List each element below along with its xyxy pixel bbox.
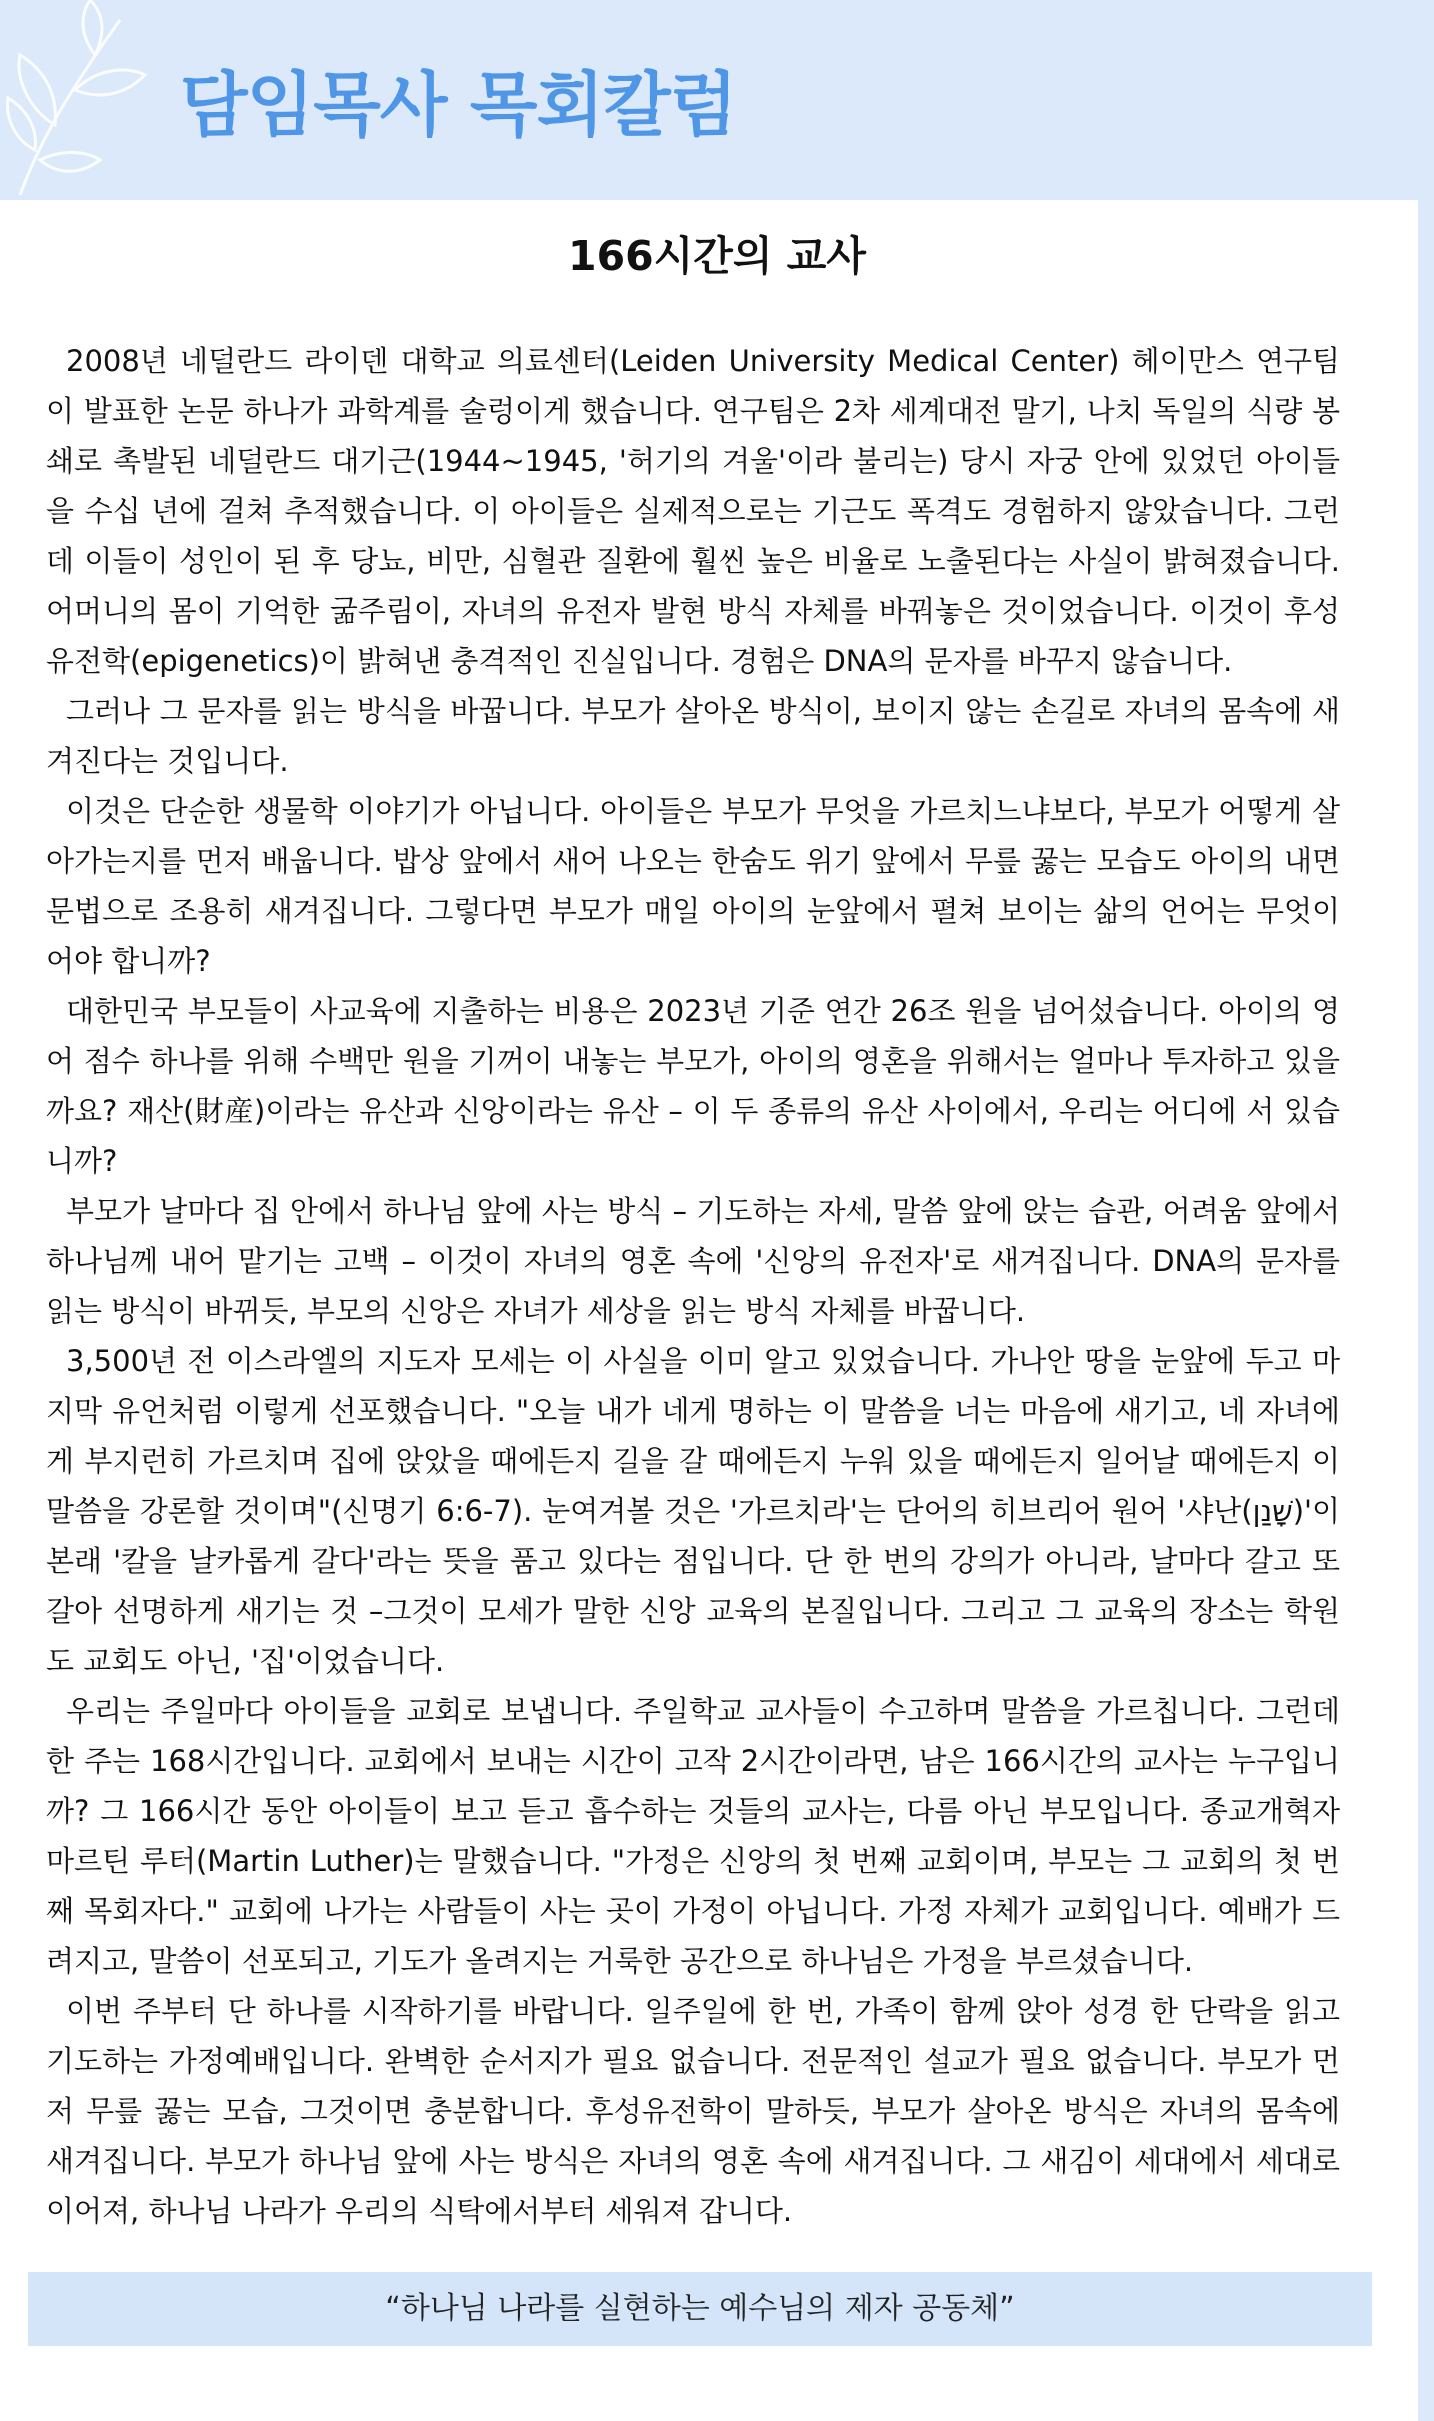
- paragraph: 이번 주부터 단 하나를 시작하기를 바랍니다. 일주일에 한 번, 가족이 함께 앉아 성경 한 단락을 읽고 기도하는 가정예배입니다. 완벽한 순서지가 필요 없습니다. 전문적인 설교가 필요 없습니다. 부모가 먼저 무릎 꿇는 모습, 그것이면 충분합니다. 후성유전학이 말하듯, 부모가 살아온 방식은 자녀의 몸속에 새겨집니다. 부모가 하나님 앞에 사는 방식은 자녀의 영혼 속에 새겨집니다. 그 새김이 세대에서 세대로 이어져, 하나님 나라가 우리의 식탁에서부터 세워져 갑니다.: [46, 1994, 1340, 2228]
- right-edge-bar: [1418, 200, 1434, 2421]
- paragraph: 2008년 네덜란드 라이덴 대학교 의료센터(Leiden University Medical Center) 헤이만스 연구팀이 발표한 논문 하나가 과학계를 술렁이게 했습니다. 연구팀은 2차 세계대전 말기, 나치 독일의 식량 봉쇄로 촉발된 네덜란드 대기근(1944~1945, '허기의 겨울'이라 불리는) 당시 자궁 안에 있었던 아이들을 수십 년에 걸쳐 추적했습니다. 이 아이들은 실제적으로는 기근도 폭격도 경험하지 않았습니다. 그런데 이들이 성인이 된 후 당뇨, 비만, 심혈관 질환에 훨씬 높은 비율로 노출된다는 사실이 밝혀졌습니다. 어머니의 몸이 기억한 굶주림이, 자녀의 유전자 발현 방식 자체를 바꿔놓은 것이었습니다. 이것이 후성유전학(epigenetics)이 밝혀낸 충격적인 진실입니다. 경험은 DNA의 문자를 바꾸지 않습니다.: [46, 344, 1340, 678]
- paragraph: 그러나 그 문자를 읽는 방식을 바꿉니다. 부모가 살아온 방식이, 보이지 않는 손길로 자녀의 몸속에 새겨진다는 것입니다.: [46, 694, 1340, 778]
- paragraph: 우리는 주일마다 아이들을 교회로 보냅니다. 주일학교 교사들이 수고하며 말씀을 가르칩니다. 그런데 한 주는 168시간입니다. 교회에서 보내는 시간이 고작 2시간이라면, 남은 166시간의 교사는 누구입니까? 그 166시간 동안 아이들이 보고 듣고 흡수하는 것들의 교사는, 다름 아닌 부모입니다. 종교개혁자 마르틴 루터(Martin Luther)는 말했습니다. "가정은 신앙의 첫 번째 교회이며, 부모는 그 교회의 첫 번째 목회자다." 교회에 나가는 사람들이 사는 곳이 가정이 아닙니다. 가정 자체가 교회입니다. 예배가 드려지고, 말씀이 선포되고, 기도가 올려지는 거룩한 공간으로 하나님은 가정을 부르셨습니다.: [46, 1694, 1340, 1978]
- header-banner: [0, 0, 1434, 200]
- paragraph: 이것은 단순한 생물학 이야기가 아닙니다. 아이들은 부모가 무엇을 가르치느냐보다, 부모가 어떻게 살아가는지를 먼저 배웁니다. 밥상 앞에서 새어 나오는 한숨도 위기 앞에서 무릎 꿇는 모습도 아이의 내면 문법으로 조용히 새겨집니다. 그렇다면 부모가 매일 아이의 눈앞에서 펼쳐 보이는 삶의 언어는 무엇이어야 합니까?: [46, 794, 1340, 978]
- motto-banner: [28, 2272, 1372, 2346]
- article-body: [46, 336, 1340, 2236]
- church-motto: “하나님 나라를 실현하는 예수님의 제자 공동체”: [385, 2291, 1015, 2326]
- paragraph: 3,500년 전 이스라엘의 지도자 모세는 이 사실을 이미 알고 있었습니다. 가나안 땅을 눈앞에 두고 마지막 유언처럼 이렇게 선포했습니다. "오늘 내가 네게 명하는 이 말씀을 너는 마음에 새기고, 네 자녀에게 부지런히 가르치며 집에 앉았을 때에든지 길을 갈 때에든지 누워 있을 때에든지 일어날 때에든지 이 말씀을 강론할 것이며"(신명기 6:6-7). 눈여겨볼 것은 '가르치라'는 단어의 히브리어 원어 '샤난(שָׁנַן)'이 본래 '칼을 날카롭게 갈다'라는 뜻을 품고 있다는 점입니다. 단 한 번의 강의가 아니라, 날마다 갈고 또 갈아 선명하게 새기는 것 –그것이 모세가 말한 신앙 교육의 본질입니다. 그리고 그 교육의 장소는 학원도 교회도 아닌, '집'이었습니다.: [46, 1344, 1340, 1678]
- leaf-branch-icon: [0, 0, 200, 200]
- paragraph: 대한민국 부모들이 사교육에 지출하는 비용은 2023년 기준 연간 26조 원을 넘어섰습니다. 아이의 영어 점수 하나를 위해 수백만 원을 기꺼이 내놓는 부모가, 아이의 영혼을 위해서는 얼마나 투자하고 있을까요? 재산(財産)이라는 유산과 신앙이라는 유산 – 이 두 종류의 유산 사이에서, 우리는 어디에 서 있습니까?: [46, 994, 1340, 1178]
- page-title: 담임목사 목회칼럼: [180, 64, 737, 146]
- paragraph: 부모가 날마다 집 안에서 하나님 앞에 사는 방식 – 기도하는 자세, 말씀 앞에 앉는 습관, 어려움 앞에서 하나님께 내어 맡기는 고백 – 이것이 자녀의 영혼 속에 '신앙의 유전자'로 새겨집니다. DNA의 문자를 읽는 방식이 바뀌듯, 부모의 신앙은 자녀가 세상을 읽는 방식 자체를 바꿉니다.: [46, 1194, 1340, 1328]
- article-title: 166시간의 교사: [568, 232, 866, 280]
